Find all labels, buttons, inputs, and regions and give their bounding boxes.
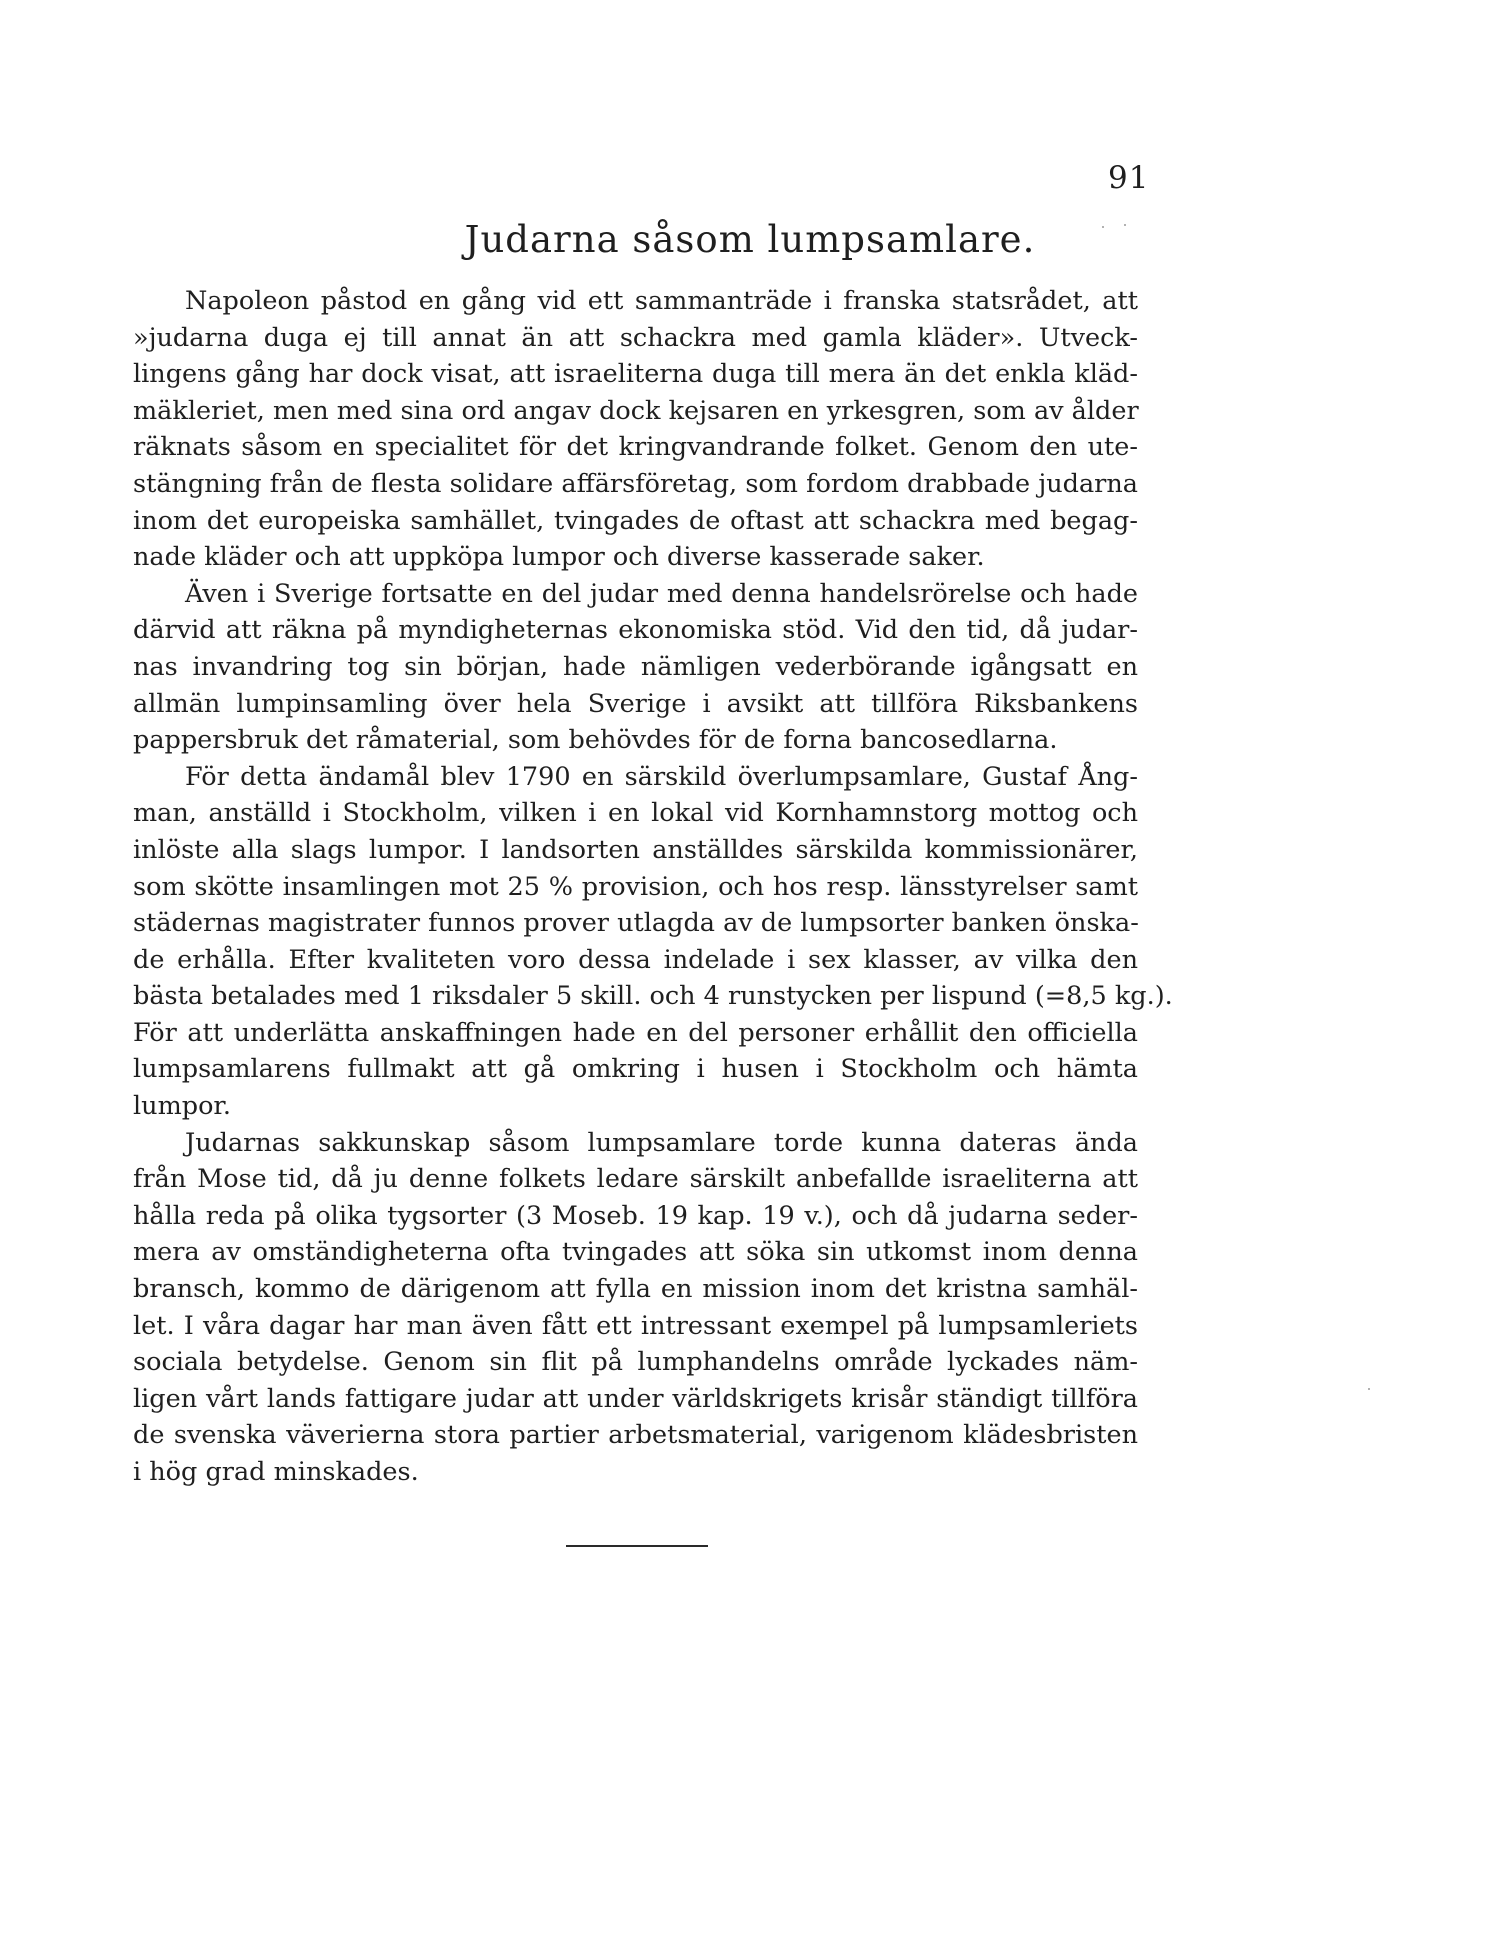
paragraph-3-line: de erhålla. Efter kvaliteten voro dessa indelade i sex klasser, av vilka den <box>133 944 1138 975</box>
paragraph-1-line: inom det europeiska samhället, tvingades de oftast att schackra med begag- <box>133 505 1138 536</box>
paragraph-4-line: i hög grad minskades. <box>133 1457 419 1487</box>
section-end-rule <box>566 1545 708 1547</box>
paragraph-2-line: därvid att räkna på myndigheternas ekonomiska stöd. Vid den tid, då judar- <box>133 615 1138 646</box>
paragraph-4-line: ligen vårt lands fattigare judar att under världskrigets krisår ständigt tillföra <box>133 1383 1138 1414</box>
paragraph-3-line: inlöste alla slags lumpor. I landsorten anställdes särskilda kommissionärer, <box>133 834 1138 865</box>
paragraph-2-line: pappersbruk det råmaterial, som behövdes för de forna bancosedlarna. <box>133 725 1058 756</box>
paragraph-1-line: nade kläder och att uppköpa lumpor och diverse kasserade saker. <box>133 542 985 573</box>
paragraph-1-line: mäkleriet, men med sina ord angav dock kejsaren en yrkesgren, som av ålder <box>133 395 1139 426</box>
paragraph-3-line: städernas magistrater funnos prover utlagda av de lumpsorter banken önska- <box>133 908 1139 939</box>
scan-speck <box>1102 226 1104 228</box>
paragraph-4-line: bransch, kommo de därigenom att fylla en mission inom det kristna samhäl- <box>133 1274 1138 1305</box>
paragraph-2-line: Även i Sverige fortsatte en del judar med denna handelsrörelse och hade <box>185 578 1138 609</box>
paragraph-4-line: Judarnas sakkunskap såsom lumpsamlare torde kunna dateras ända <box>185 1127 1138 1158</box>
chapter-title: Judarna såsom lumpsamlare. <box>464 218 1036 261</box>
body-text <box>133 283 1173 1491</box>
paragraph-2-line: nas invandring tog sin början, hade nämligen vederbörande igångsatt en <box>133 651 1138 682</box>
paragraph-4-line: let. I våra dagar har man även fått ett intressant exempel på lumpsamleriets <box>133 1310 1138 1341</box>
paragraph-1-line: stängning från de flesta solidare affärsföretag, som fordom drabbade judarna <box>133 468 1138 499</box>
paragraph-3-line: lumpor. <box>133 1091 231 1122</box>
paragraph-3-line: För detta ändamål blev 1790 en särskild överlumpsamlare, Gustaf Ång- <box>185 761 1138 792</box>
paragraph-4-line: sociala betydelse. Genom sin flit på lumphandelns område lyckades näm- <box>133 1347 1138 1378</box>
paragraph-1-line: räknats såsom en specialitet för det kringvandrande folket. Genom den ute- <box>133 432 1138 463</box>
paragraph-3-line: bästa betalades med 1 riksdaler 5 skill. och 4 runstycken per lispund (=8,5 kg.). <box>133 981 1173 1012</box>
paragraph-1-line: lingens gång har dock visat, att israeliterna duga till mera än det enkla kläd- <box>133 359 1138 390</box>
paragraph-3-line: man, anställd i Stockholm, vilken i en lokal vid Kornhamnstorg mottog och <box>133 798 1138 829</box>
paragraph-4-line: de svenska väverierna stora partier arbetsmaterial, varigenom klädesbristen <box>133 1420 1138 1451</box>
paragraph-1-line: »judarna duga ej till annat än att schackra med gamla kläder». Utveck- <box>133 322 1138 353</box>
paragraph-1-line: Napoleon påstod en gång vid ett sammanträde i franska statsrådet, att <box>185 286 1138 316</box>
paragraph-3-line: lumpsamlarens fullmakt att gå omkring i husen i Stockholm och hämta <box>133 1054 1138 1085</box>
page-number: 91 <box>1108 160 1150 196</box>
paragraph-4-line: mera av omständigheterna ofta tvingades att söka sin utkomst inom denna <box>133 1237 1138 1268</box>
paragraph-3-line: som skötte insamlingen mot 25 % provision, och hos resp. länsstyrelser samt <box>133 871 1138 902</box>
scan-speck <box>1368 1388 1370 1390</box>
paragraph-4-line: från Mose tid, då ju denne folkets ledare särskilt anbefallde israeliterna att <box>133 1164 1138 1195</box>
paragraph-4-line: hålla reda på olika tygsorter (3 Moseb. 19 kap. 19 v.), och då judarna seder- <box>133 1200 1138 1231</box>
paragraph-2-line: allmän lumpinsamling över hela Sverige i avsikt att tillföra Riksbankens <box>133 688 1138 719</box>
paragraph-3-line: För att underlätta anskaffningen hade en del personer erhållit den officiella <box>133 1017 1138 1048</box>
scan-speck <box>1124 224 1126 226</box>
